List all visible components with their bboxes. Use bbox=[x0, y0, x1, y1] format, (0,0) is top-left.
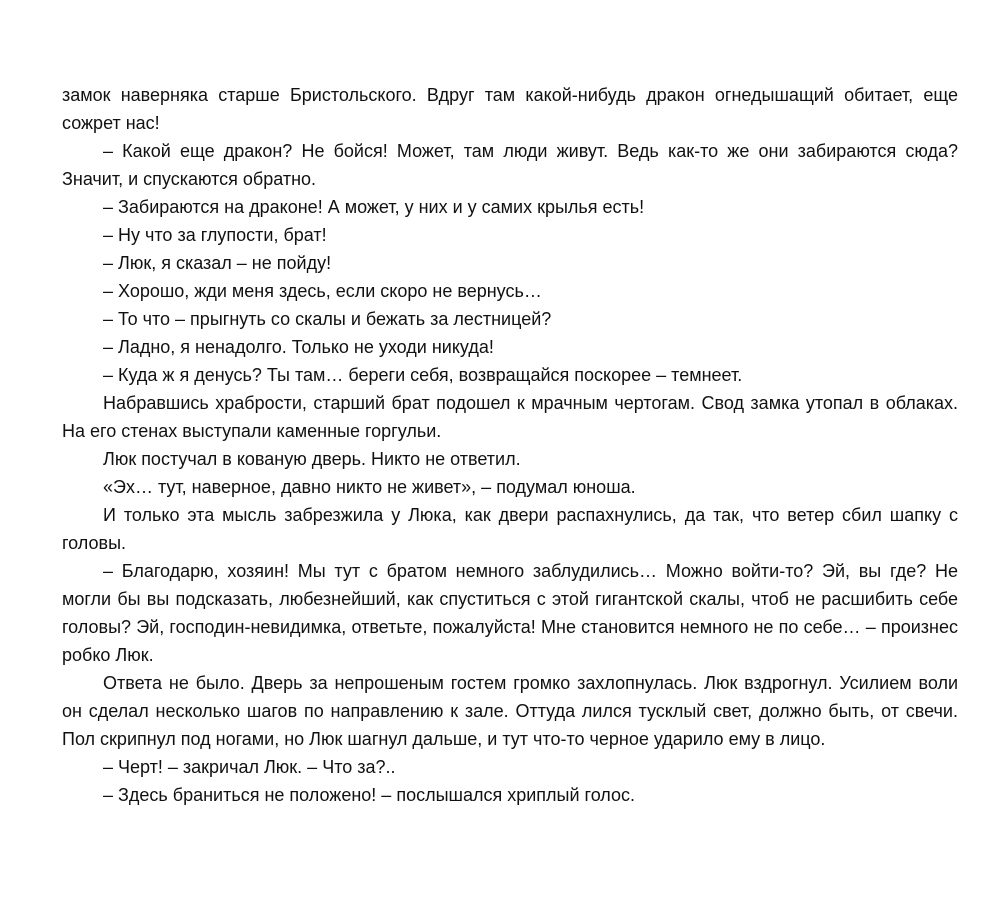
paragraph-1: замок наверняка старше Бристольского. Вдруг там какой-нибудь дракон огнедышащий обитает, еще сожрет нас! bbox=[62, 85, 958, 133]
paragraph-5: – Люк, я сказал – не пойду! bbox=[103, 253, 332, 273]
paragraph-3: – Забираются на драконе! А может, у них и у самих крылья есть! bbox=[103, 197, 645, 217]
book-page-text bbox=[62, 81, 958, 809]
paragraph-4: – Ну что за глупости, брат! bbox=[103, 225, 327, 245]
paragraph-14: – Благодарю, хозяин! Мы тут с братом немного заблудились… Можно войти-то? Эй, вы где? Не могли бы вы подсказать, любезнейший, как спуститься с этой гигантской скалы, чтоб не расшибить себе головы? Эй, господин-невидимка, ответьте, пожалуйста! Мне становится немного не по себе… – произнес робко Люк. bbox=[62, 561, 958, 665]
paragraph-2: – Какой еще дракон? Не бойся! Может, там люди живут. Ведь как-то же они забираются сюда? Значит, и спускаются обратно. bbox=[62, 141, 958, 189]
paragraph-9: – Куда ж я денусь? Ты там… береги себя, возвращайся поскорее – темнеет. bbox=[103, 365, 743, 385]
paragraph-13: И только эта мысль забрезжила у Люка, как двери распахнулись, да так, что ветер сбил шапку с головы. bbox=[62, 505, 958, 553]
paragraph-6: – Хорошо, жди меня здесь, если скоро не вернусь… bbox=[103, 281, 542, 301]
paragraph-10: Набравшись храбрости, старший брат подошел к мрачным чертогам. Свод замка утопал в облаках. На его стенах выступали каменные горгульи. bbox=[62, 393, 958, 441]
paragraph-11: Люк постучал в кованую дверь. Никто не ответил. bbox=[103, 449, 521, 469]
paragraph-12: «Эх… тут, наверное, давно никто не живет», – подумал юноша. bbox=[103, 477, 636, 497]
paragraph-15: Ответа не было. Дверь за непрошеным гостем громко захлопнулась. Люк вздрогнул. Усилием воли он сделал несколько шагов по направлению к зале. Оттуда лился тусклый свет, должно быть, от свечи. Пол скрипнул под ногами, но Люк шагнул дальше, и тут что-то черное ударило ему в лицо. bbox=[62, 673, 958, 749]
paragraph-16: – Черт! – закричал Люк. – Что за?.. bbox=[103, 757, 396, 777]
paragraph-7: – То что – прыгнуть со скалы и бежать за лестницей? bbox=[103, 309, 552, 329]
paragraph-17: – Здесь браниться не положено! – послышался хриплый голос. bbox=[103, 785, 636, 805]
paragraph-8: – Ладно, я ненадолго. Только не уходи никуда! bbox=[103, 337, 494, 357]
